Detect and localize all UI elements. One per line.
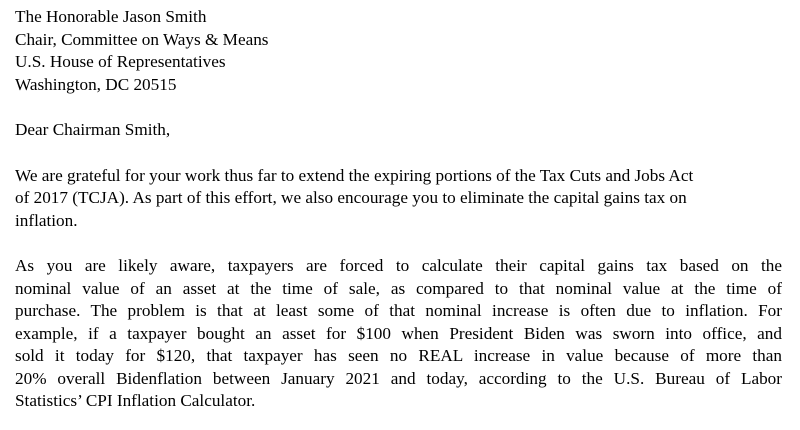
paragraph-line: As you are likely aware, taxpayers are forced to calculate their capital gains tax based on the (15, 256, 782, 275)
address-line-title: Chair, Committee on Ways & Means (15, 29, 269, 49)
paragraph-line: We are grateful for your work thus far to extend the expiring portions of the Tax Cuts and Jobs Act (15, 165, 694, 185)
paragraph-line: Statistics’ CPI Inflation Calculator. (15, 391, 256, 410)
paragraph-line: of 2017 (TCJA). As part of this effort, we also encourage you to eliminate the capital gains tax on (15, 188, 687, 207)
recipient-address (15, 6, 786, 96)
paragraph-line: inflation. (15, 210, 78, 230)
paragraph-line: nominal value of an asset at the time of sale, as compared to that nominal value at the time of (15, 278, 782, 298)
address-line-organization: U.S. House of Representatives (15, 52, 226, 71)
address-line-city: Washington, DC 20515 (15, 74, 177, 94)
paragraph-intro (15, 165, 786, 233)
salutation: Dear Chairman Smith, (15, 120, 171, 139)
address-line-name: The Honorable Jason Smith (15, 7, 207, 26)
paragraph-line: sold it today for $120, that taxpayer has seen no REAL increase in value because of more than (15, 346, 782, 365)
paragraph-line: purchase. The problem is that at least some of that nominal increase is often due to inflation. For (15, 301, 782, 320)
paragraph-line: example, if a taxpayer bought an asset for $100 when President Biden was sworn into office, and (15, 323, 782, 343)
paragraph-line: 20% overall Bidenflation between January 2021 and today, according to the U.S. Bureau of Labor (15, 368, 782, 388)
paragraph-explanation (15, 255, 786, 413)
